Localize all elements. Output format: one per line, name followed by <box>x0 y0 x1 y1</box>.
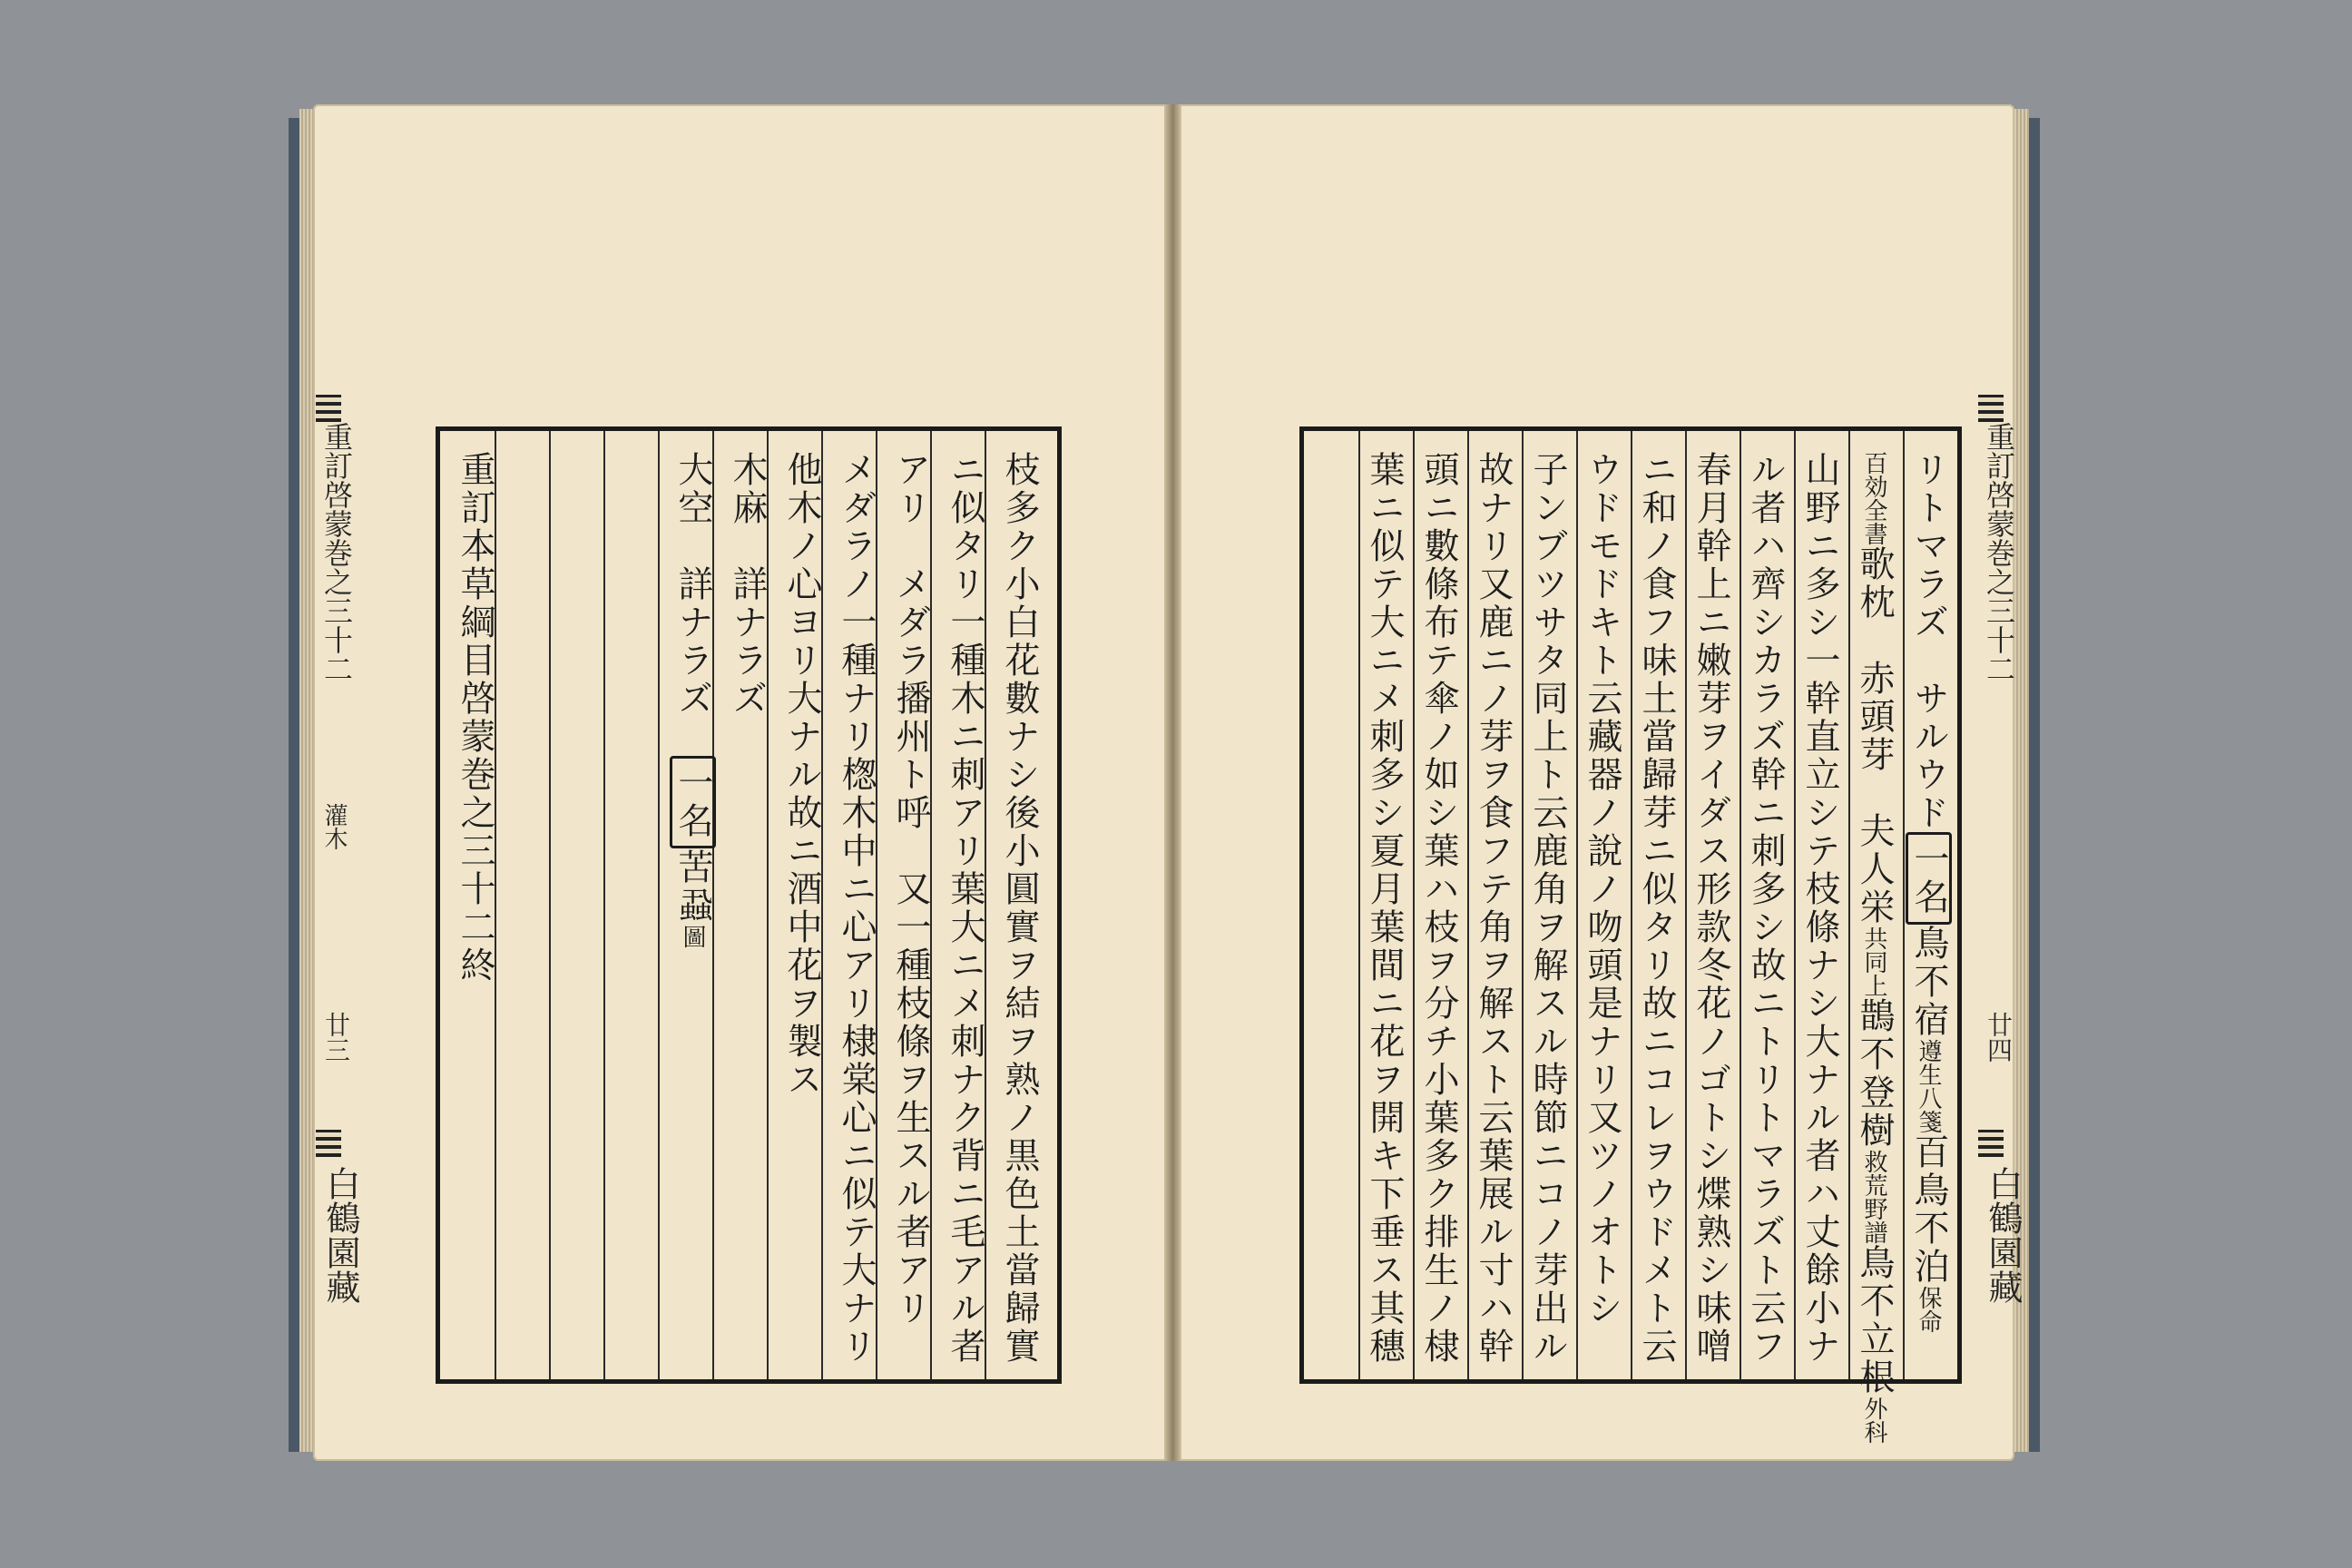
text-column: ニ和ノ食フ味土當歸芽ニ似タリ故ニコレヲウドメト云 <box>1636 451 1677 1366</box>
source-note: 外科 <box>1860 1396 1887 1444</box>
text-column: リトマラズ サルウド一名鳥不宿遵生八箋百鳥不泊保命 <box>1901 431 1955 1379</box>
text-column: 子ンブツサタ同上ト云鹿角ヲ解スル時節ニコノ芽出ル <box>1527 451 1568 1366</box>
left-margin-section: 灌木 <box>320 803 348 850</box>
alias-box: 一名 <box>1906 832 1952 925</box>
text-column: 他木ノ心ヨリ大ナル故ニ酒中花ヲ製ス <box>781 451 822 1099</box>
text-column: 葉ニ似テ大ニメ刺多シ夏月葉間ニ花ヲ開キ下垂ス其穗 <box>1364 451 1405 1366</box>
source-note: 救荒野譜 <box>1860 1150 1887 1244</box>
right-margin-folio: 廿四 <box>1984 1012 2014 1063</box>
source-note: 共同上 <box>1860 926 1887 997</box>
left-text-frame <box>436 426 1062 1384</box>
text-column: 枝多ク小白花數ナシ後小圓實ヲ結ヲ熟ノ黒色土當歸實 <box>999 451 1040 1366</box>
text-column: 百効全書歌枕 赤頭芽 夫人栄共同上鵲不登樹救荒野譜鳥不立根外科 <box>1854 451 1895 1444</box>
left-margin-publisher: 白鶴園藏 <box>320 1166 360 1304</box>
right-text-frame <box>1299 426 1962 1444</box>
fishtail-mark <box>316 1130 341 1157</box>
right-margin-title: 重訂啓蒙巻之三十二 <box>1982 422 2016 683</box>
text-column: アリ メダラ播州ト呼 又一種枝條ヲ生スル者アリ <box>890 451 931 1328</box>
fishtail-mark <box>316 395 341 422</box>
text-column: ニ似タリ一種木ニ刺アリ葉大ニメ刺ナク背ニ毛アル者 <box>945 451 985 1366</box>
text-column: 春月幹上ニ嫩芽ヲイダス形款冬花ノゴトシ煠熟シ味噌 <box>1690 451 1731 1366</box>
source-note: 百効全書 <box>1860 451 1887 545</box>
volume-end-column: 重訂本草綱目啓蒙巻之三十二終 <box>455 451 495 985</box>
alias-text: 苦蝨 <box>672 848 713 925</box>
left-margin-folio: 廿三 <box>321 1012 351 1063</box>
text-column: メダラノ一種ナリ楤木中ニ心アリ棣棠心ニ似テ大ナリ <box>836 451 877 1366</box>
text-column <box>665 431 720 1379</box>
entry-text: 大空 詳ナラズ <box>672 451 713 756</box>
fishtail-mark <box>1978 1130 2004 1157</box>
right-margin-publisher: 白鶴園藏 <box>1983 1166 2023 1304</box>
fishtail-mark <box>1978 395 2004 422</box>
alias-box: 一名 <box>670 756 716 848</box>
text-column: 故ナリ又鹿ニノ芽ヲ食フテ角ヲ解スト云葉展ル寸ハ幹 <box>1473 451 1514 1366</box>
source-note: 保命 <box>1915 1286 1942 1333</box>
text-column: 山野ニ多シ一幹直立シテ枝條ナシ大ナル者ハ丈餘小ナ <box>1799 451 1840 1366</box>
text-column: ル者ハ齊シカラズ幹ニ刺多シ故ニトリトマラズト云フ <box>1745 451 1786 1366</box>
text-column: ウドモドキト云藏器ノ說ノ吻頭是ナリ又ツノオトシ <box>1582 451 1622 1328</box>
source-note: 遵生八箋 <box>1915 1039 1942 1133</box>
source-note: 圖 <box>679 925 706 948</box>
text-column: 頭ニ數條布テ傘ノ如シ葉ハ枝ヲ分チ小葉多ク排生ノ棣 <box>1418 451 1459 1366</box>
left-margin-title: 重訂啓蒙巻之三十二 <box>319 422 354 683</box>
text-column: 木麻 詳ナラズ <box>727 451 768 718</box>
